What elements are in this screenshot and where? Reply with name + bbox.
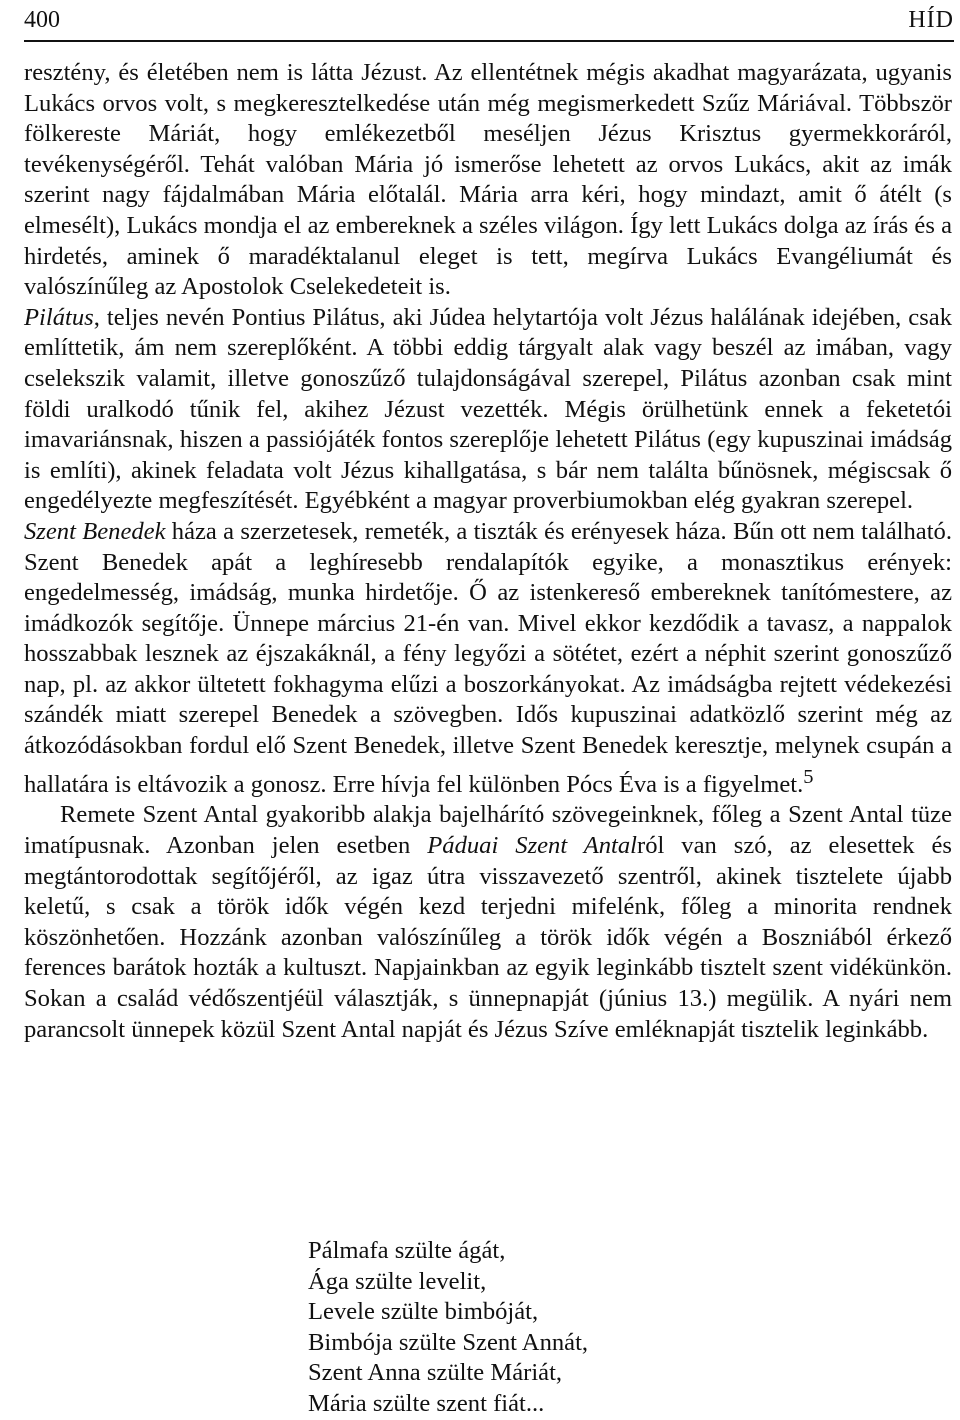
poem-line: Levele szülte bimbóját, — [308, 1298, 539, 1326]
paragraph-pilatus-text: , teljes nevén Pontius Pilátus, aki Júdea helytartója volt Jézus halálának idejében, csak említtetik, ám nem szereplőként. A többi eddig tárgyalt alak vagy beszél az imában, vagy cselekszik valamit, illetve gonoszűző tulajdonságával szerepel, Pilátus azonban csak mint földi uralkodó tűnik fel, akihez Jézust vezették. Mégis örülhetünk ennek a feketetói imavariánsnak, hiszen a passiójáték fontos szereplője lehetett Pilátus (egy kupuszinai imádság is említi), akinek feladata volt Jézus kihallgatása, s bár nem találta bűnösnek, mégiscsak ő engedélyezte megfeszítését. Egyébként a magyar proverbiumokban elég gyakran szerepel. — [24, 303, 952, 515]
body-text — [24, 58, 952, 1045]
paragraph-szent-antal-text: ról van szó, az elesettek és megtántorodottak segítőjéről, az igaz útra visszavezető szentről, akinek tisztelete újabb keletű, s csak a török idők végén kezd terjedni mifelénk, főleg a minorita rendnek köszönhetően. Hozzánk azonban valószínűleg a török idők végén a Boszniából érkező ferences barátok hozták a kultuszt. Napjainkban az egyik leginkább tisztelt szent vidékünkön. Sokan a család védőszentjéül választják, s ünnepnapját (június 13.) megülik. A nyári nem parancsolt ünnepek közül Szent Antal napját és Jézus Szíve emléknapját tisztelik leginkább. — [24, 832, 952, 1043]
paragraph-lukacs: resztény, és életében nem is látta Jézust. Az ellentétnek mégis akadhat magyarázata, ugyanis Lukács orvos volt, s megkeresztelkedése után még megismerkedett Szűz Máriával. Többször fölkereste Máriát, hogy emlékezetből meséljen Jézus Krisztus gyermekkoráról, tevékenységéről. Tehát valóban Mária jó ismerőse lehetett az orvos Lukács, akit az imák szerint nagy fájdalmában Mária előtalál. Mária arra kéri, hogy mindazt, amit ő átélt (s elmesélt), Lukács mondja el az embereknek a széles világon. Így lett Lukács dolga az írás és a hirdetés, aminek ő maradéktalanul eleget is tett, megírva Lukács Evangéliumát és valószínűleg az Apostolok Cselekedeteit is. — [24, 59, 952, 301]
book-page — [24, 0, 954, 1417]
paragraph-szent-antal — [24, 800, 952, 1045]
running-title: HÍD — [908, 7, 954, 33]
paragraph-pilatus — [24, 303, 952, 517]
running-head — [24, 4, 954, 36]
poem-line: Szent Anna szülte Máriát, — [308, 1359, 563, 1387]
poem-line: Pálmafa szülte ágát, — [308, 1237, 506, 1264]
poem-line: Bimbója szülte Szent Annát, — [308, 1328, 589, 1356]
paragraph-szent-antal-intro: Remete Szent Antal gyakoribb alakja bajelhárító szövegeinknek, főleg a Szent Antal tüze imatípusnak. Azonban jelen esetben — [24, 801, 952, 860]
poem-line: Mária szülte szent fiát... — [308, 1389, 545, 1417]
poem-quote — [308, 1236, 588, 1420]
term-pilatus: Pilátus — [24, 303, 94, 331]
term-paduai-szent-antal: Páduai Szent Antal — [427, 832, 637, 860]
paragraph-szent-benedek-text: háza a szerzetesek, remeték, a tiszták és erényesek háza. Bűn ott nem található. Szent Benedek apát a leghíresebb rendalapítók egyike, a monasztikus erények: engedelmesség, imádság, munka hirdetője. Ő az istenkereső embereknek tanítómestere, az imádkozók segítője. Ünnepe március 21-én van. Mivel ekkor kezdődik a tavasz, a nappalok hosszabbak lesznek az éjszakáknál, a fény legyőzi a sötétet, ezért a néphit szerint gonoszűző nap, pl. az akkor ültetett fokhagyma elűzi a boszorkányokat. Az imádságba rejtett védekezési szándék miatt szerepel Benedek a szövegben. Idős kupuszinai adatközlő szerint még az átkozódásokban fordul elő Szent Benedek, illetve Szent Benedek keresztje, melynek csupán a hallatára is eltávozik a gonosz. Erre hívja fel különben Pócs Éva is a figyelmet. — [24, 517, 953, 798]
poem-line: Ága szülte levelit, — [308, 1267, 487, 1295]
footnote-marker[interactable]: 5 — [803, 765, 814, 788]
term-szent-benedek: Szent Benedek — [24, 517, 166, 545]
paragraph-szent-benedek — [24, 517, 952, 801]
page-number: 400 — [24, 7, 60, 33]
header-rule — [24, 40, 954, 42]
